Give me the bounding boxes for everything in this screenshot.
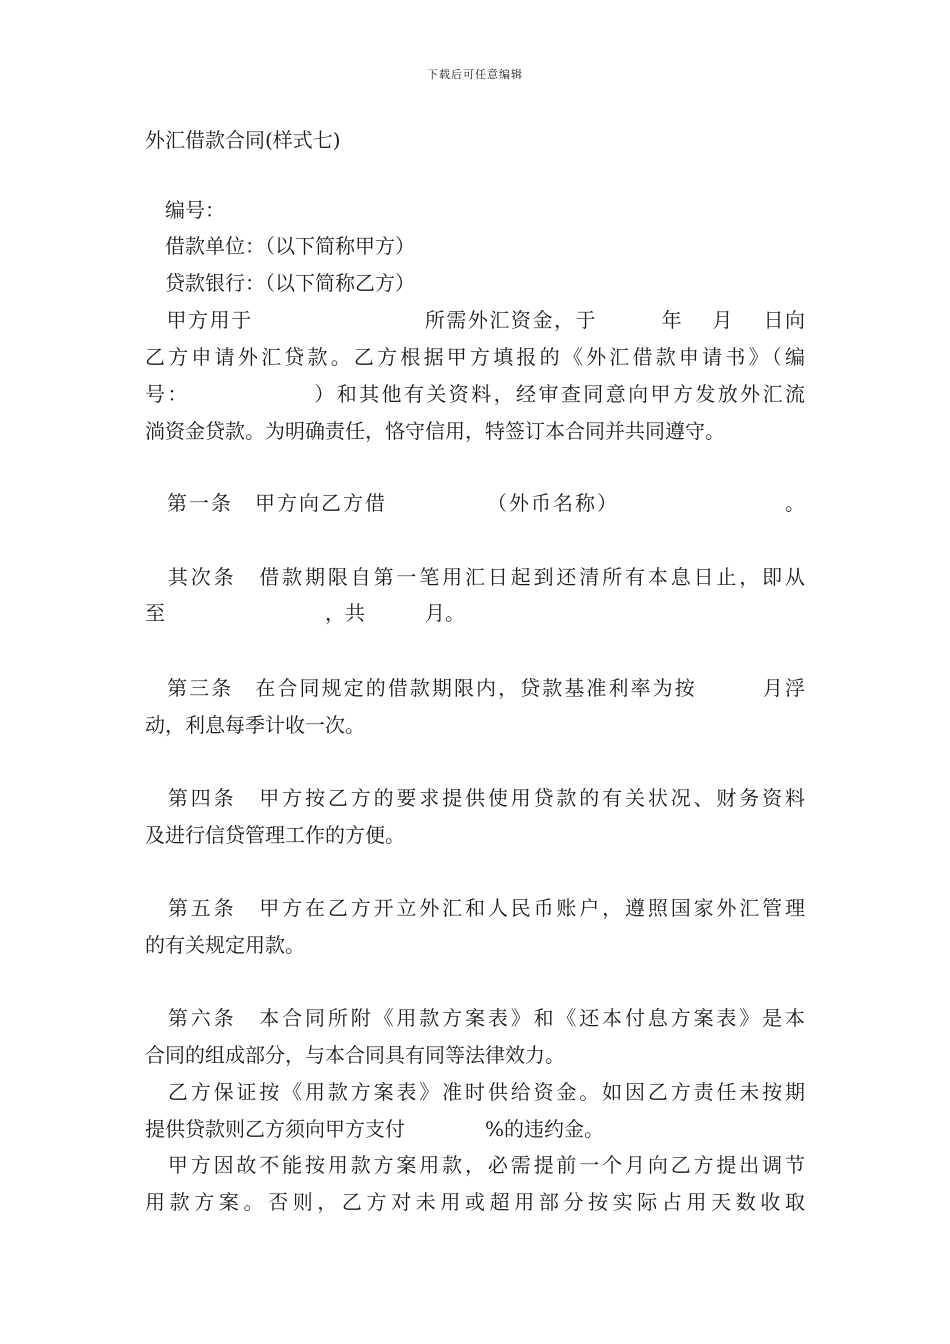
contract-number-line: 编号： [145, 198, 225, 222]
article-4-line-1: 第四条 甲方按乙方的要求提供使用贷款的有关状况、财务资料 [145, 786, 805, 810]
preamble-line-3: 号： ）和其他有关资料，经审查同意向甲方发放外汇流 [145, 382, 805, 406]
header-note: 下载后可任意编辑 [427, 68, 523, 81]
article-6-line-6: 用款方案。否则，乙方对未用或超用部分按实际占用天数收取 [145, 1190, 805, 1214]
article-1-line-1: 第一条 甲方向乙方借 （外币名称） 。 [145, 491, 805, 515]
article-5-line-1: 第五条 甲方在乙方开立外汇和人民币账户，遵照国家外汇管理 [145, 896, 805, 920]
article-4-line-2: 及进行信贷管理工作的方便。 [145, 823, 405, 847]
preamble-line-4: 淌资金贷款。为明确责任，恪守信用，特签订本合同并共同遵守。 [145, 419, 725, 443]
article-6-line-4: 提供贷款则乙方须向甲方支付 %的违约金。 [145, 1117, 605, 1141]
article-6-line-5: 甲方因故不能按用款方案用款，必需提前一个月向乙方提出调节 [145, 1153, 805, 1177]
article-6-line-3: 乙方保证按《用款方案表》准时供给资金。如因乙方责任未按期 [145, 1080, 805, 1104]
preamble-line-1: 甲方用于 所需外汇资金，于 年 月 日向 [145, 308, 805, 332]
preamble-line-2: 乙方申请外汇贷款。乙方根据甲方填报的《外汇借款申请书》（编 [145, 345, 805, 369]
article-3-line-1: 第三条 在合同规定的借款期限内，贷款基准利率为按 月浮 [145, 676, 805, 700]
borrower-line: 借款单位：（以下简称甲方） [145, 234, 415, 258]
article-6-line-1: 第六条 本合同所附《用款方案表》和《还本付息方案表》是本 [145, 1006, 805, 1030]
document-title: 外汇借款合同(样式七) [145, 128, 341, 152]
article-2-line-1: 其次条 借款期限自第一笔用汇日起到还清所有本息日止，即从 [145, 565, 805, 589]
article-6-line-2: 合同的组成部分，与本合同具有同等法律效力。 [145, 1043, 565, 1067]
article-3-line-2: 动，利息每季计收一次。 [145, 713, 365, 737]
article-5-line-2: 的有关规定用款。 [145, 933, 305, 957]
article-2-line-2: 至 ，共 月。 [145, 601, 465, 625]
lender-line: 贷款银行：（以下简称乙方） [145, 271, 415, 295]
